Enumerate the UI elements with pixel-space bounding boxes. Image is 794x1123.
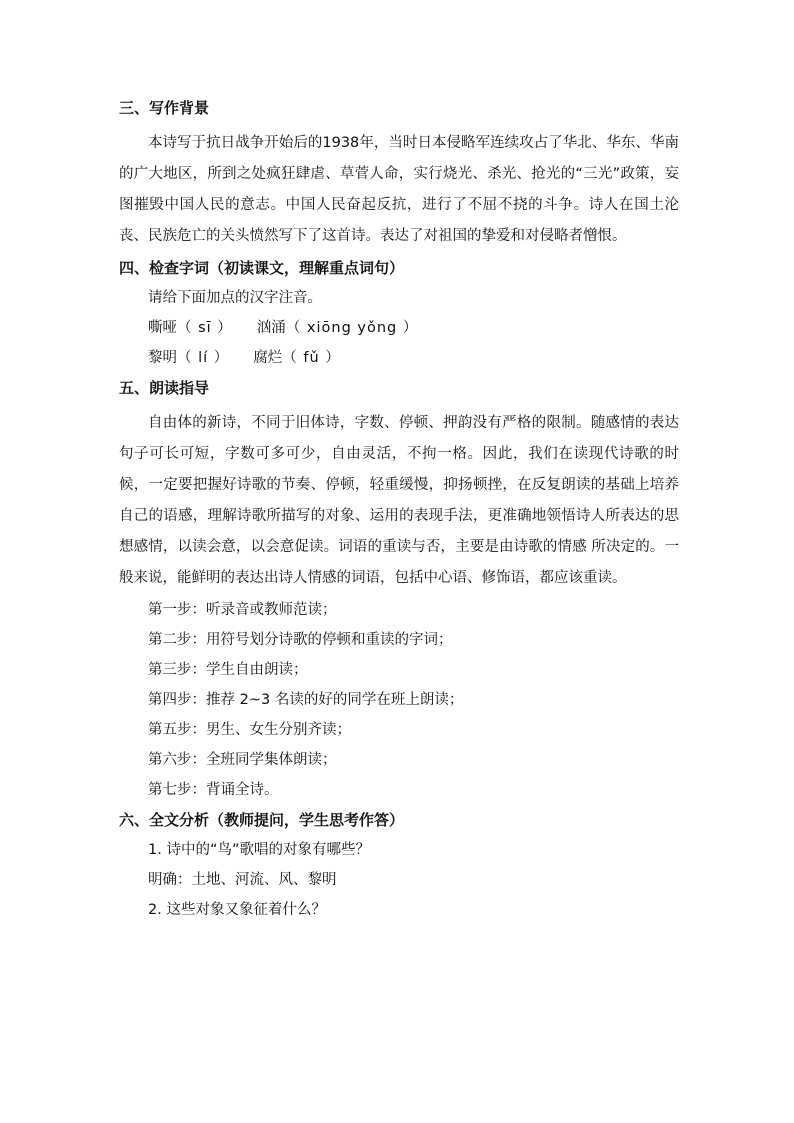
question-1: 1. 诗中的“鸟”歌唱的对象有哪些？ (148, 842, 370, 858)
vocab-word: 黎明 (148, 350, 177, 366)
step-item: 第五步：男生、女生分别齐读； (148, 722, 351, 738)
document-page (119, 98, 679, 930)
section4-instruction: 请给下面加点的汉字注音。 (148, 290, 322, 306)
vocab-pinyin: （ lí ） (177, 350, 230, 366)
section3-paragraph: 本诗写于抗日战争开始后的1938年，当时日本侵略军连续攻占了华北、华东、华南的广大地区，所到之处疯狂肆虐、草菅人命，实行烧光、杀光、抢光的“三光”政策，妄图摧毁中国人民的意志。中国人民奋起反抗，进行了不屈不挠的斗争。诗人在国土沦丧、民族危亡的关头愤然写下了这首诗。表达了对祖国的挚爱和对侵略者憎恨。 (119, 135, 679, 244)
pinyin-row-1 (119, 318, 679, 338)
question-2: 2. 这些对象又象征着什么？ (148, 902, 326, 918)
section4-heading: 四、检查字词（初读课文，理解重点词句） (119, 259, 405, 277)
vocab-word: 汹涌 (256, 320, 286, 336)
step-item: 第七步：背诵全诗。 (148, 782, 279, 798)
step-item: 第二步：用符号划分诗歌的停顿和重读的字词； (148, 632, 453, 648)
section3-heading: 三、写作背景 (119, 99, 210, 117)
step-item: 第一步：听录音或教师范读； (148, 602, 337, 618)
step-item: 第三步：学生自由朗读； (148, 662, 308, 678)
section5-heading: 五、朗读指导 (119, 379, 210, 397)
vocab-pinyin: （ xiōng yǒng ） (285, 320, 419, 336)
vocab-pinyin: （ fǔ ） (282, 350, 341, 366)
section5-paragraph: 自由体的新诗，不同于旧体诗，字数、停顿、押韵没有严格的限制。随感情的表达句子可长可短，字数可多可少，自由灵活，不拘一格。因此，我们在读现代诗歌的时候，一定要把握好诗歌的节奏、停顿，轻重缓慢，抑扬顿挫，在反复朗读的基础上培养自己的语感，理解诗歌所描写的对象、运用的表现手法，更准确地领悟诗人所表达的思想感情，以读会意，以会意促读。词语的重读与否，主要是由诗歌的情感 所决定的。一般来说，能鲜明的表达出诗人情感的词语，包括中心语、修饰语，都应该重读。 (119, 415, 679, 586)
vocab-pinyin: （ sī ） (177, 320, 233, 336)
pinyin-row-2 (119, 348, 679, 368)
step-item: 第四步：推荐 2~3 名读的好的同学在班上朗读； (148, 692, 464, 708)
step-item: 第六步：全班同学集体朗读； (148, 752, 337, 768)
vocab-word: 腐烂 (253, 350, 283, 366)
vocab-word: 嘶哑 (148, 320, 177, 336)
answer-1: 明确：土地、河流、风、黎明 (148, 872, 337, 888)
section6-heading: 六、全文分析（教师提问，学生思考作答） (119, 811, 405, 829)
